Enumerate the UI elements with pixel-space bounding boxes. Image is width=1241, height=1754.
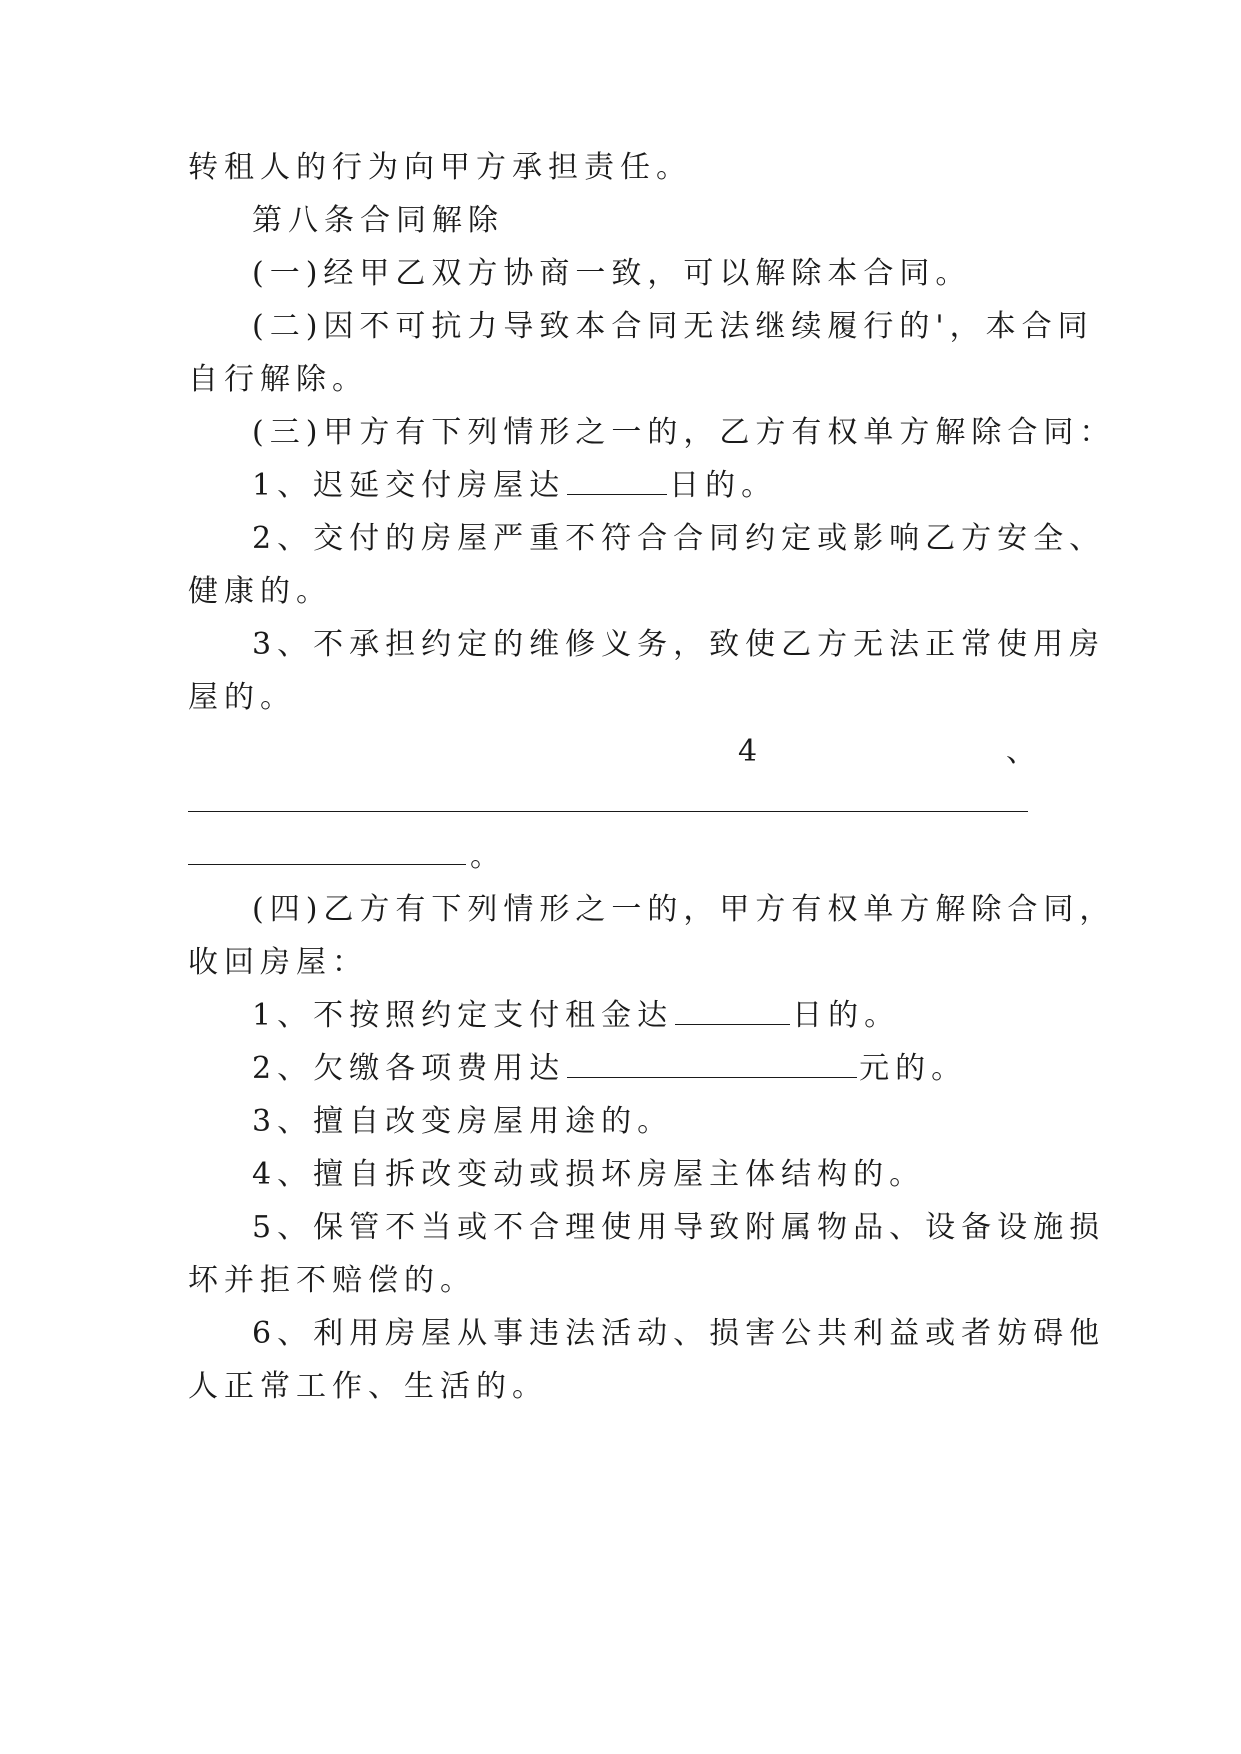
fill-blank (675, 996, 790, 1025)
list-item: 3、不承担约定的维修义务，致使乙方无法正常使用房 (252, 627, 1106, 662)
text-line: 转租人的行为向甲方承担责任。 (188, 150, 692, 185)
text-line: 坏并拒不赔偿的。 (188, 1263, 476, 1298)
list-item: 6、利用房屋从事违法活动、损害公共利益或者妨碍他 (252, 1316, 1106, 1351)
text-line: 健康的。 (188, 574, 332, 609)
list-item-text: 元的。 (859, 1051, 968, 1086)
list-item-separator: 、 (1006, 734, 1042, 769)
text-line: 自行解除。 (188, 362, 368, 397)
list-item-text: 1、不按照约定支付租金达 (252, 998, 674, 1033)
list-item: 3、擅自改变房屋用途的。 (252, 1104, 674, 1139)
list-item (252, 996, 900, 1036)
list-item: 4、擅自拆改变动或损坏房屋主体结构的。 (252, 1157, 926, 1192)
list-item-text: 日的。 (669, 468, 778, 503)
fill-blank-line (188, 864, 466, 865)
section-heading: 第八条合同解除 (252, 203, 504, 238)
text-line: 。 (470, 839, 506, 874)
list-item-number: 4 (738, 734, 764, 769)
text-line: 收回房屋： (188, 945, 368, 980)
fill-blank-line (188, 811, 1028, 812)
list-item (252, 1049, 967, 1089)
fill-blank (567, 1049, 857, 1078)
clause-item: (一)经甲乙双方协商一致，可以解除本合同。 (252, 256, 972, 291)
clause-item: (三)甲方有下列情形之一的，乙方有权单方解除合同： (252, 415, 1116, 450)
clause-item: (二)因不可抗力导致本合同无法继续履行的'，本合同 (252, 309, 1094, 344)
list-item: 5、保管不当或不合理使用导致附属物品、设备设施损 (252, 1210, 1106, 1245)
list-item: 2、交付的房屋严重不符合合同约定或影响乙方安全、 (252, 521, 1106, 556)
text-line: 人正常工作、生活的。 (188, 1369, 548, 1404)
fill-blank (567, 466, 667, 495)
list-item-text: 2、欠缴各项费用达 (252, 1051, 566, 1086)
text-line: 屋的。 (188, 680, 296, 715)
list-item-text: 日的。 (792, 998, 901, 1033)
list-item-text: 1、迟延交付房屋达 (252, 468, 566, 503)
clause-item: (四)乙方有下列情形之一的，甲方有权单方解除合同， (252, 892, 1116, 927)
list-item (252, 466, 777, 506)
